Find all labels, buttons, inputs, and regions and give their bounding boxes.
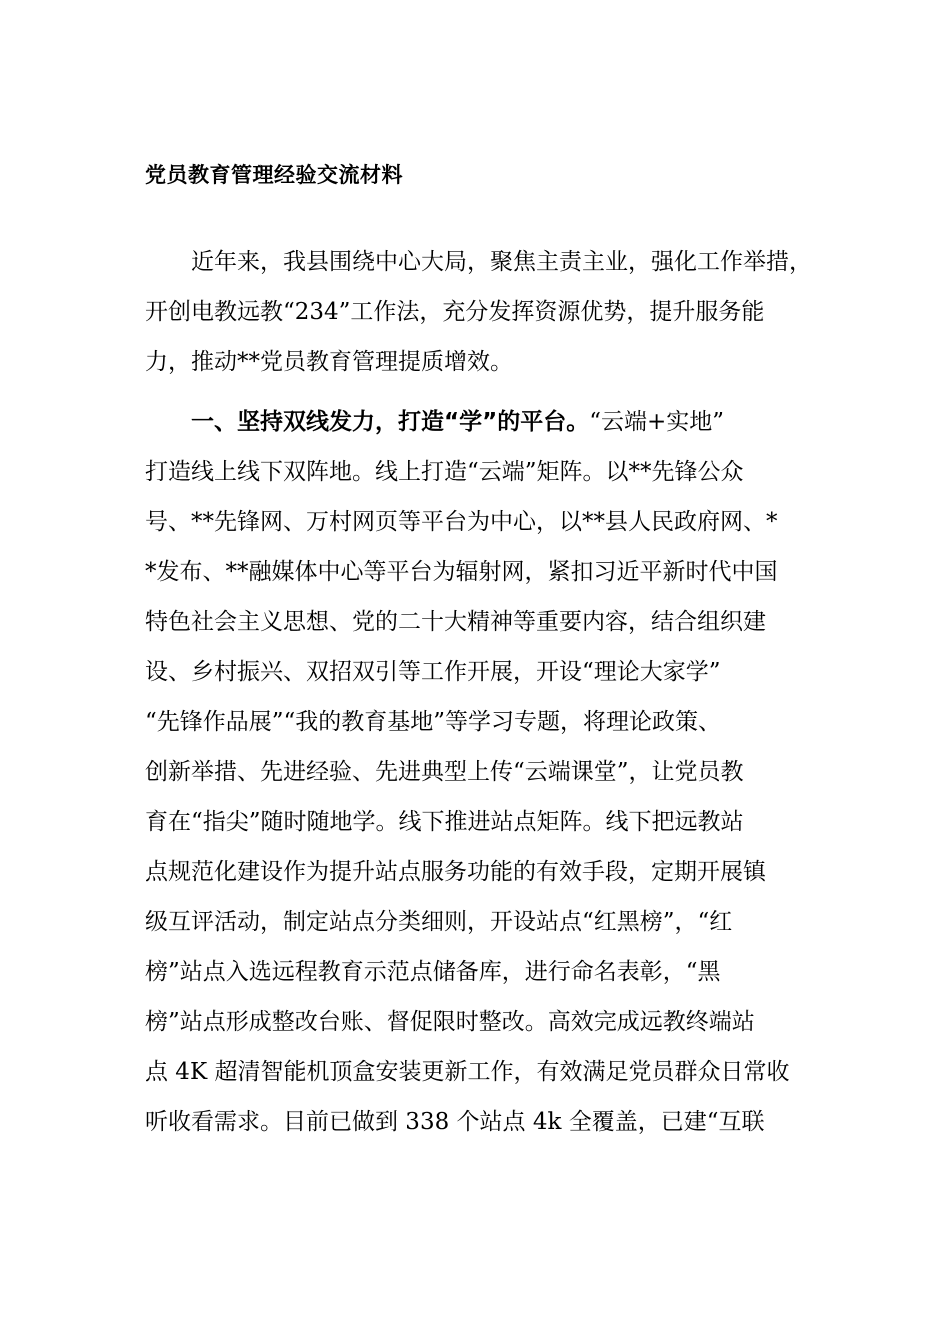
paragraph-line: 榜”站点形成整改台账、督促限时整改。高效完成远教终端站 (145, 1009, 755, 1035)
paragraph-section-one (145, 397, 815, 1147)
document-title: 党员教育管理经验交流材料 (145, 163, 403, 187)
paragraph-line: 近年来，我县围绕中心大局，聚焦主责主业，强化工作举措， (145, 249, 812, 275)
paragraph-line: 育在“指尖”随时随地学。线下推进站点矩阵。线下把远教站 (145, 809, 744, 835)
section-heading: 一、坚持双线发力，打造“学”的平台。 (145, 409, 590, 435)
paragraph-line: 点 4K 超清智能机顶盒安装更新工作，有效满足党员群众日常收 (145, 1059, 790, 1085)
paragraph-line: 力，推动**党员教育管理提质增效。 (145, 349, 513, 375)
paragraph-line: 特色社会主义思想、党的二十大精神等重要内容，结合组织建 (145, 609, 766, 635)
section-heading-tail: “云端+实地” (589, 409, 725, 435)
paragraph-line: 打造线上线下双阵地。线上打造“云端”矩阵。以**先锋公众 (145, 459, 744, 485)
paragraph-line: 开创电教远教“234”工作法，充分发挥资源优势，提升服务能 (145, 299, 765, 325)
paragraph-line: 号、**先锋网、万村网页等平台为中心，以**县人民政府网、* (145, 509, 778, 535)
paragraph-intro (145, 237, 815, 387)
paragraph-line: 听收看需求。目前已做到 338 个站点 4k 全覆盖，已建“互联 (145, 1109, 765, 1135)
paragraph-line: 榜”站点入选远程教育示范点储备库，进行命名表彰，“黑 (145, 959, 721, 985)
paragraph-line: 设、乡村振兴、双招双引等工作开展，开设“理论大家学” (145, 659, 721, 685)
paragraph-line: *发布、**融媒体中心等平台为辐射网，紧扣习近平新时代中国 (145, 559, 778, 585)
paragraph-line: 级互评活动，制定站点分类细则，开设站点“红黑榜”，“红 (145, 909, 733, 935)
paragraph-line: 点规范化建设作为提升站点服务功能的有效手段，定期开展镇 (145, 859, 766, 885)
paragraph-line: “先锋作品展”“我的教育基地”等学习专题，将理论政策、 (145, 709, 722, 735)
paragraph-line: 创新举措、先进经验、先进典型上传“云端课堂”，让党员教 (145, 759, 744, 785)
paragraph-first-line (145, 397, 815, 447)
